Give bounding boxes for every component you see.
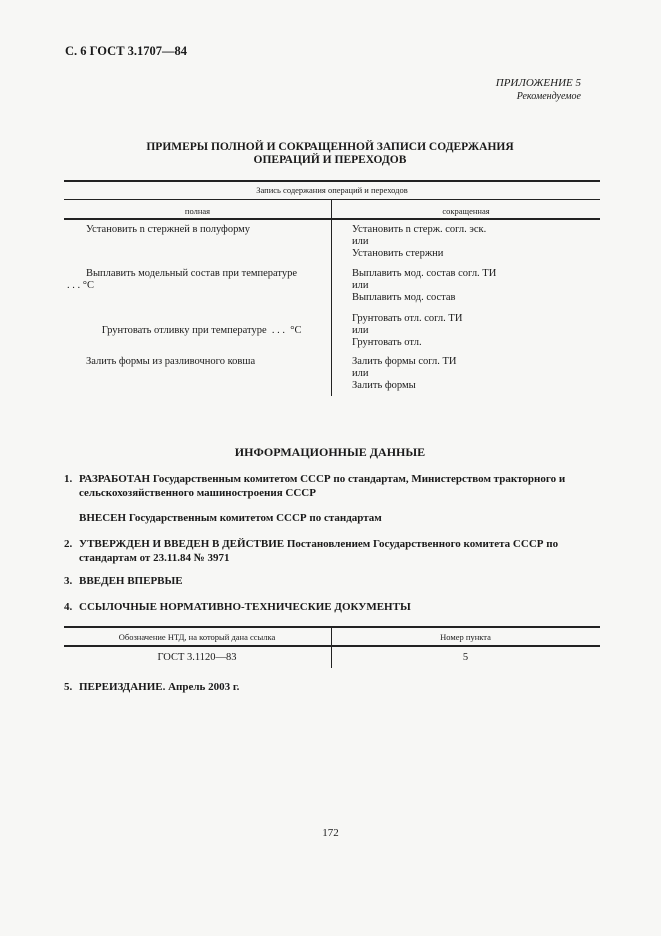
table-row-short: Выплавить мод. состав согл. ТИ или Выплавить мод. состав: [352, 268, 497, 303]
table-row-full: Выплавить модельный состав при температуре . . . °С: [67, 268, 298, 291]
info-item-3: 3. ВВЕДЕН ВПЕРВЫЕ: [64, 575, 183, 587]
info-item-4: 4. ССЫЛОЧНЫЕ НОРМАТИВНО-ТЕХНИЧЕСКИЕ ДОКУМЕНТЫ: [64, 601, 411, 613]
table-header-rule: [64, 199, 600, 200]
document-code: С. 6 ГОСТ 3.1707—84: [65, 44, 188, 58]
table-body-rule: [64, 218, 600, 220]
appendix-label: ПРИЛОЖЕНИЕ 5: [495, 77, 581, 89]
info-item-2: 2. УТВЕРЖДЕН И ВВЕДЕН В ДЕЙСТВИЕ Постановлением Государственного комитета СССР по стандартам от 23.11.84 № 3971: [64, 538, 559, 564]
table-column-divider: [331, 199, 332, 396]
document-title: [60, 141, 600, 167]
column-header-short: сокращенная: [442, 206, 490, 216]
info-item-5: 5. ПЕРЕИЗДАНИЕ. Апрель 2003 г.: [64, 681, 240, 693]
appendix-status: Рекомендуемое: [516, 91, 581, 102]
title-line-2: ОПЕРАЦИЙ И ПЕРЕХОДОВ: [253, 154, 407, 166]
ref-table-cell-doc: ГОСТ 3.1120—83: [157, 652, 237, 663]
column-header-full: полная: [184, 206, 211, 216]
table-row-short: Залить формы согл. ТИ или Залить формы: [352, 356, 457, 391]
table-row-short: Установить n стерж. согл. эск. или Установить стержни: [352, 224, 487, 259]
appendix-label-block: [496, 77, 581, 103]
title-line-1: ПРИМЕРЫ ПОЛНОЙ И СОКРАЩЕННОЙ ЗАПИСИ СОДЕРЖАНИЯ: [146, 141, 514, 153]
page-number: 172: [322, 827, 339, 839]
ref-table-cell-item: 5: [462, 652, 469, 663]
info-section-title: ИНФОРМАЦИОННЫЕ ДАННЫЕ: [234, 445, 426, 459]
table-row-full: Установить n стержней в полуформу: [86, 224, 251, 235]
ref-column-header-item: Номер пункта: [440, 632, 491, 642]
info-item-1-sub: ВНЕСЕН Государственным комитетом СССР по стандартам: [79, 512, 382, 524]
table-row-short: Грунтовать отл. согл. ТИ или Грунтовать отл.: [352, 313, 463, 348]
table-group-header: Запись содержания операций и переходов: [256, 185, 408, 195]
table-top-rule: [64, 180, 600, 182]
table-row-full: Грунтовать отливку при температуре . . . °С: [101, 325, 302, 336]
ref-table-header-rule: [64, 645, 600, 647]
ref-table-top-rule: [64, 626, 600, 628]
table-row-full: Залить формы из разливочного ковша: [86, 356, 256, 367]
ref-column-header-doc: Обозначение НТД, на который дана ссылка: [118, 632, 276, 642]
info-item-1: 1. РАЗРАБОТАН Государственным комитетом СССР по стандартам, Министерством тракторного и сельскохозяйственного машиностроения СССР: [64, 473, 566, 499]
